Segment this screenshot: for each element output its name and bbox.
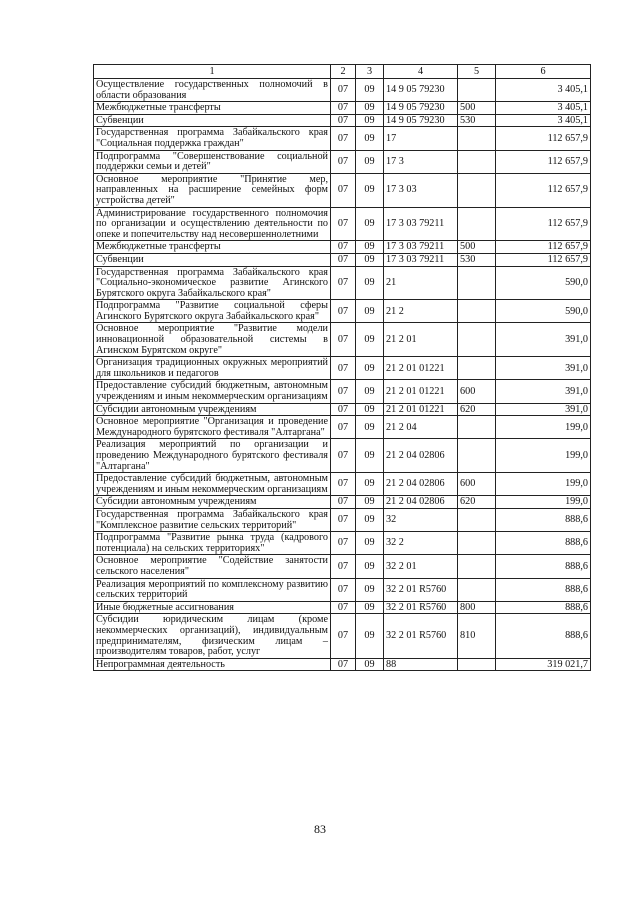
row-expense-type xyxy=(458,79,496,102)
table-row xyxy=(94,614,591,658)
row-amount: 319 021,7 xyxy=(496,658,591,671)
table-row xyxy=(94,79,591,102)
row-name: Иные бюджетные ассигнования xyxy=(94,601,331,614)
row-target-article: 32 xyxy=(384,508,458,531)
row-target-article: 32 2 01 R5760 xyxy=(384,578,458,601)
row-section: 07 xyxy=(331,473,356,496)
table-row xyxy=(94,473,591,496)
table-row xyxy=(94,300,591,323)
row-section: 07 xyxy=(331,207,356,241)
row-section: 07 xyxy=(331,403,356,416)
row-name: Основное мероприятие "Организация и проведение Международного бурятского фестиваля "Алтаргана" xyxy=(94,416,331,439)
row-target-article: 17 3 03 79211 xyxy=(384,253,458,266)
table-row xyxy=(94,658,591,671)
row-name: Подпрограмма "Развитие рынка труда (кадрового потенциала) на сельских территориях" xyxy=(94,532,331,555)
row-expense-type: 810 xyxy=(458,614,496,658)
row-subsection: 09 xyxy=(356,253,384,266)
row-section: 07 xyxy=(331,173,356,207)
row-section: 07 xyxy=(331,253,356,266)
page-number: 83 xyxy=(314,822,326,836)
row-name: Основное мероприятие "Развитие модели инновационной образовательной системы в Агинском Бурятском округе" xyxy=(94,323,331,357)
row-section: 07 xyxy=(331,555,356,578)
row-subsection: 09 xyxy=(356,114,384,127)
row-section: 07 xyxy=(331,102,356,115)
row-expense-type xyxy=(458,578,496,601)
table-row xyxy=(94,555,591,578)
row-target-article: 88 xyxy=(384,658,458,671)
row-target-article: 21 2 01 xyxy=(384,323,458,357)
row-amount: 112 657,9 xyxy=(496,241,591,254)
row-target-article: 21 2 04 02806 xyxy=(384,473,458,496)
row-name: Предоставление субсидий бюджетным, автономным учреждениям и иным некоммерческим организациям xyxy=(94,473,331,496)
row-name: Основное мероприятие "Принятие мер, направленных на расширение семейных форм устройства детей" xyxy=(94,173,331,207)
row-amount: 112 657,9 xyxy=(496,127,591,150)
row-expense-type: 500 xyxy=(458,241,496,254)
row-target-article: 32 2 xyxy=(384,532,458,555)
row-section: 07 xyxy=(331,658,356,671)
row-target-article: 21 2 04 02806 xyxy=(384,439,458,473)
header-col-section: 2 xyxy=(331,65,356,79)
row-section: 07 xyxy=(331,601,356,614)
row-name: Государственная программа Забайкальского края "Социальная поддержка граждан" xyxy=(94,127,331,150)
row-expense-type: 800 xyxy=(458,601,496,614)
row-section: 07 xyxy=(331,357,356,380)
row-name: Субсидии автономным учреждениям xyxy=(94,496,331,509)
row-amount: 888,6 xyxy=(496,532,591,555)
table-row xyxy=(94,601,591,614)
table-row xyxy=(94,496,591,509)
row-target-article: 17 3 03 xyxy=(384,173,458,207)
row-target-article: 17 3 03 79211 xyxy=(384,241,458,254)
table-row xyxy=(94,127,591,150)
row-name: Предоставление субсидий бюджетным, автономным учреждениям и иным некоммерческим организациям xyxy=(94,380,331,403)
row-section: 07 xyxy=(331,323,356,357)
row-expense-type xyxy=(458,150,496,173)
row-name: Субвенции xyxy=(94,253,331,266)
row-expense-type xyxy=(458,127,496,150)
row-name: Осуществление государственных полномочий в области образования xyxy=(94,79,331,102)
row-name: Основное мероприятие "Содействие занятости сельского населения" xyxy=(94,555,331,578)
row-expense-type: 620 xyxy=(458,496,496,509)
row-name: Реализация мероприятий по комплексному развитию сельских территорий xyxy=(94,578,331,601)
row-amount: 888,6 xyxy=(496,601,591,614)
row-amount: 888,6 xyxy=(496,508,591,531)
row-expense-type: 600 xyxy=(458,380,496,403)
row-expense-type xyxy=(458,658,496,671)
row-target-article: 21 2 04 xyxy=(384,416,458,439)
row-target-article: 14 9 05 79230 xyxy=(384,102,458,115)
row-name: Межбюджетные трансферты xyxy=(94,102,331,115)
row-expense-type xyxy=(458,416,496,439)
row-subsection: 09 xyxy=(356,403,384,416)
row-subsection: 09 xyxy=(356,79,384,102)
row-expense-type xyxy=(458,300,496,323)
row-subsection: 09 xyxy=(356,658,384,671)
row-expense-type xyxy=(458,207,496,241)
header-row xyxy=(94,65,591,79)
row-target-article: 17 xyxy=(384,127,458,150)
table-row xyxy=(94,578,591,601)
row-amount: 112 657,9 xyxy=(496,253,591,266)
row-target-article: 14 9 05 79230 xyxy=(384,114,458,127)
row-section: 07 xyxy=(331,578,356,601)
row-expense-type xyxy=(458,439,496,473)
table-row xyxy=(94,532,591,555)
header-col-target-article: 4 xyxy=(384,65,458,79)
row-amount: 590,0 xyxy=(496,266,591,300)
row-subsection: 09 xyxy=(356,614,384,658)
row-target-article: 14 9 05 79230 xyxy=(384,79,458,102)
row-expense-type: 600 xyxy=(458,473,496,496)
row-subsection: 09 xyxy=(356,266,384,300)
row-target-article: 21 2 01 01221 xyxy=(384,403,458,416)
row-subsection: 09 xyxy=(356,555,384,578)
row-amount: 199,0 xyxy=(496,473,591,496)
row-expense-type: 530 xyxy=(458,253,496,266)
row-amount: 3 405,1 xyxy=(496,102,591,115)
row-target-article: 21 2 xyxy=(384,300,458,323)
row-name: Подпрограмма "Совершенствование социальной поддержки семьи и детей" xyxy=(94,150,331,173)
row-subsection: 09 xyxy=(356,508,384,531)
row-section: 07 xyxy=(331,300,356,323)
row-expense-type xyxy=(458,323,496,357)
table-row xyxy=(94,357,591,380)
row-expense-type xyxy=(458,266,496,300)
row-subsection: 09 xyxy=(356,300,384,323)
row-name: Межбюджетные трансферты xyxy=(94,241,331,254)
row-expense-type xyxy=(458,555,496,578)
table-row xyxy=(94,207,591,241)
row-section: 07 xyxy=(331,439,356,473)
header-col-name: 1 xyxy=(94,65,331,79)
table-header xyxy=(94,65,591,79)
row-amount: 3 405,1 xyxy=(496,79,591,102)
row-subsection: 09 xyxy=(356,241,384,254)
row-subsection: 09 xyxy=(356,439,384,473)
table-row xyxy=(94,508,591,531)
table-row xyxy=(94,266,591,300)
row-amount: 590,0 xyxy=(496,300,591,323)
row-expense-type: 530 xyxy=(458,114,496,127)
table-row xyxy=(94,416,591,439)
row-target-article: 32 2 01 xyxy=(384,555,458,578)
row-expense-type xyxy=(458,532,496,555)
row-section: 07 xyxy=(331,380,356,403)
row-name: Субсидии автономным учреждениям xyxy=(94,403,331,416)
table-row xyxy=(94,439,591,473)
row-section: 07 xyxy=(331,416,356,439)
row-name: Реализация мероприятий по организации и проведению Международного бурятского фестиваля "Алтаргана" xyxy=(94,439,331,473)
row-target-article: 32 2 01 R5760 xyxy=(384,614,458,658)
row-amount: 391,0 xyxy=(496,323,591,357)
row-expense-type xyxy=(458,508,496,531)
table-row xyxy=(94,323,591,357)
row-target-article: 32 2 01 R5760 xyxy=(384,601,458,614)
row-target-article: 21 2 01 01221 xyxy=(384,357,458,380)
table-row xyxy=(94,150,591,173)
row-target-article: 21 xyxy=(384,266,458,300)
row-section: 07 xyxy=(331,150,356,173)
row-name: Администрирование государственного полномочия по организации и осуществлению деятельности по опеке и попечительству над несовершеннолетними xyxy=(94,207,331,241)
row-subsection: 09 xyxy=(356,496,384,509)
row-section: 07 xyxy=(331,266,356,300)
row-target-article: 21 2 01 01221 xyxy=(384,380,458,403)
row-expense-type: 500 xyxy=(458,102,496,115)
row-amount: 199,0 xyxy=(496,416,591,439)
row-target-article: 17 3 xyxy=(384,150,458,173)
row-name: Организация традиционных окружных мероприятий для школьников и педагогов xyxy=(94,357,331,380)
row-amount: 888,6 xyxy=(496,578,591,601)
table-row xyxy=(94,403,591,416)
row-name: Субсидии юридическим лицам (кроме некоммерческих организаций), индивидуальным предпринимателям, физическим лицам – производителям товаров, работ, услуг xyxy=(94,614,331,658)
row-section: 07 xyxy=(331,127,356,150)
row-amount: 112 657,9 xyxy=(496,150,591,173)
row-subsection: 09 xyxy=(356,127,384,150)
row-amount: 199,0 xyxy=(496,496,591,509)
row-name: Субвенции xyxy=(94,114,331,127)
row-amount: 112 657,9 xyxy=(496,207,591,241)
row-name: Непрограммная деятельность xyxy=(94,658,331,671)
row-expense-type xyxy=(458,173,496,207)
row-subsection: 09 xyxy=(356,207,384,241)
row-subsection: 09 xyxy=(356,323,384,357)
row-amount: 888,6 xyxy=(496,555,591,578)
row-expense-type xyxy=(458,357,496,380)
row-amount: 391,0 xyxy=(496,380,591,403)
row-subsection: 09 xyxy=(356,102,384,115)
row-subsection: 09 xyxy=(356,532,384,555)
row-name: Государственная программа Забайкальского края "Социально-экономическое развитие Агинского Бурятского округа Забайкальского края" xyxy=(94,266,331,300)
row-name: Государственная программа Забайкальского края "Комплексное развитие сельских территорий" xyxy=(94,508,331,531)
header-col-expense-type: 5 xyxy=(458,65,496,79)
table-row xyxy=(94,241,591,254)
table-row xyxy=(94,102,591,115)
header-col-subsection: 3 xyxy=(356,65,384,79)
row-section: 07 xyxy=(331,532,356,555)
table-row xyxy=(94,380,591,403)
row-subsection: 09 xyxy=(356,173,384,207)
row-subsection: 09 xyxy=(356,380,384,403)
row-subsection: 09 xyxy=(356,601,384,614)
row-subsection: 09 xyxy=(356,473,384,496)
row-amount: 391,0 xyxy=(496,357,591,380)
header-col-amount: 6 xyxy=(496,65,591,79)
table-row xyxy=(94,253,591,266)
row-amount: 888,6 xyxy=(496,614,591,658)
row-target-article: 17 3 03 79211 xyxy=(384,207,458,241)
row-subsection: 09 xyxy=(356,578,384,601)
row-section: 07 xyxy=(331,114,356,127)
table-row xyxy=(94,173,591,207)
row-section: 07 xyxy=(331,508,356,531)
table-row xyxy=(94,114,591,127)
row-subsection: 09 xyxy=(356,416,384,439)
row-section: 07 xyxy=(331,241,356,254)
row-amount: 199,0 xyxy=(496,439,591,473)
row-section: 07 xyxy=(331,496,356,509)
row-amount: 112 657,9 xyxy=(496,173,591,207)
row-subsection: 09 xyxy=(356,357,384,380)
row-target-article: 21 2 04 02806 xyxy=(384,496,458,509)
row-subsection: 09 xyxy=(356,150,384,173)
row-name: Подпрограмма "Развитие социальной сферы Агинского Бурятского округа Забайкальского края" xyxy=(94,300,331,323)
table-body xyxy=(94,79,591,671)
row-amount: 3 405,1 xyxy=(496,114,591,127)
budget-table xyxy=(93,64,591,671)
row-section: 07 xyxy=(331,79,356,102)
row-expense-type: 620 xyxy=(458,403,496,416)
row-amount: 391,0 xyxy=(496,403,591,416)
row-section: 07 xyxy=(331,614,356,658)
